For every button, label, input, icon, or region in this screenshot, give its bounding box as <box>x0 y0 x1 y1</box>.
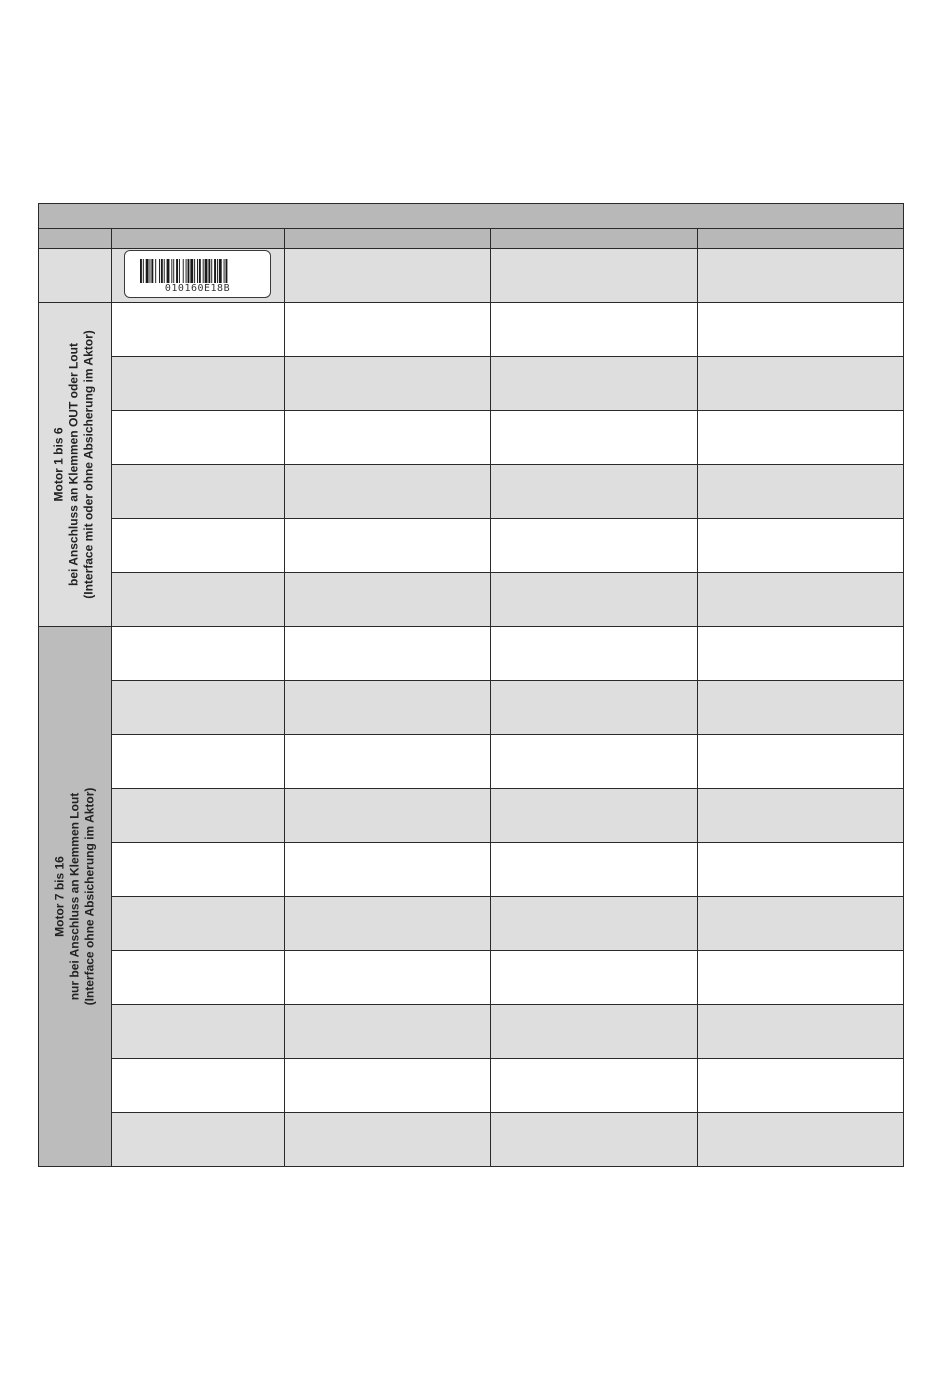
grid-line <box>111 1058 904 1059</box>
barcode-bar <box>205 259 208 283</box>
group-label-motor-1-6 <box>38 302 111 626</box>
grid-line <box>111 356 904 357</box>
grid-line <box>38 626 904 627</box>
grid-line <box>111 680 904 681</box>
barcode-bar <box>224 259 225 283</box>
grid-line <box>111 464 904 465</box>
barcode-bar <box>151 259 153 283</box>
table-row <box>111 1004 903 1058</box>
barcode-bar <box>226 259 228 283</box>
table-row <box>111 1112 903 1166</box>
barcode-bar <box>155 259 156 283</box>
group-note: (Interface mit oder ohne Absicherung im Aktor) <box>82 329 97 599</box>
grid-line <box>111 1004 904 1005</box>
barcode-bar <box>176 259 178 283</box>
grid-line <box>111 228 112 1167</box>
barcode-bar <box>188 259 190 283</box>
table-row <box>111 896 903 950</box>
barcode-bar <box>143 259 144 283</box>
barcode-bar <box>208 259 210 283</box>
barcode-bar <box>146 259 149 283</box>
table-row <box>111 572 903 626</box>
barcode-bar <box>219 259 222 283</box>
barcode-bar <box>164 259 165 283</box>
barcode-bar <box>197 259 198 283</box>
group-note: (Interface ohne Absicherung im Aktor) <box>82 787 96 1005</box>
barcode-bar <box>214 259 216 283</box>
table-row <box>111 842 903 896</box>
grid-line <box>38 228 904 229</box>
barcode-bar <box>159 259 160 283</box>
barcode-bar <box>186 259 187 283</box>
grid-line <box>111 1112 904 1113</box>
grid-line <box>38 248 904 249</box>
table-row <box>111 680 903 734</box>
group-subtitle: nur bei Anschluss an Klemmen Lout <box>67 792 81 1000</box>
group-label-motor-7-16 <box>38 626 111 1166</box>
grid-line <box>284 228 285 1167</box>
grid-line <box>38 203 904 204</box>
grid-line <box>111 572 904 573</box>
barcode-bar <box>199 259 201 283</box>
grid-line <box>111 734 904 735</box>
barcode-code: 010160E18B <box>164 283 231 294</box>
table-row <box>111 626 903 680</box>
table-row <box>111 302 903 356</box>
table-row <box>111 950 903 1004</box>
table-row <box>111 410 903 464</box>
table-row <box>111 464 903 518</box>
grid-line <box>111 896 904 897</box>
grid-line <box>38 302 904 303</box>
barcode-bar <box>171 259 172 283</box>
grid-line <box>111 842 904 843</box>
table-row <box>111 788 903 842</box>
barcode-bar <box>140 259 142 283</box>
barcode-bar <box>217 259 218 283</box>
table-row <box>111 734 903 788</box>
grid-line <box>111 950 904 951</box>
barcode-label <box>124 250 271 298</box>
barcode-bar <box>190 259 193 283</box>
grid-line <box>38 1166 904 1167</box>
barcode-bar <box>161 259 163 283</box>
table-row <box>111 356 903 410</box>
barcode-bar <box>183 259 184 283</box>
group-subtitle: bei Anschluss an Klemmen OUT oder Lout <box>67 342 82 586</box>
barcode-bar <box>179 259 180 283</box>
barcode-bar <box>150 259 151 283</box>
grid-line <box>490 228 491 1167</box>
group-title: Motor 1 bis 6 <box>52 426 67 502</box>
barcode-bar <box>203 259 204 283</box>
barcode-bar <box>167 259 170 283</box>
barcode-bar <box>194 259 195 283</box>
table-row <box>111 518 903 572</box>
barcode-bar <box>173 259 174 283</box>
group-title: Motor 7 bis 16 <box>52 855 66 937</box>
grid-line <box>111 410 904 411</box>
grid-line <box>111 518 904 519</box>
grid-line <box>111 788 904 789</box>
motor-assignment-table <box>38 203 903 1168</box>
grid-line <box>697 228 698 1167</box>
barcode-bar <box>211 259 212 283</box>
table-row <box>111 1058 903 1112</box>
table-header <box>38 203 903 248</box>
barcode-icon <box>140 259 257 283</box>
grid-line <box>903 203 904 1167</box>
